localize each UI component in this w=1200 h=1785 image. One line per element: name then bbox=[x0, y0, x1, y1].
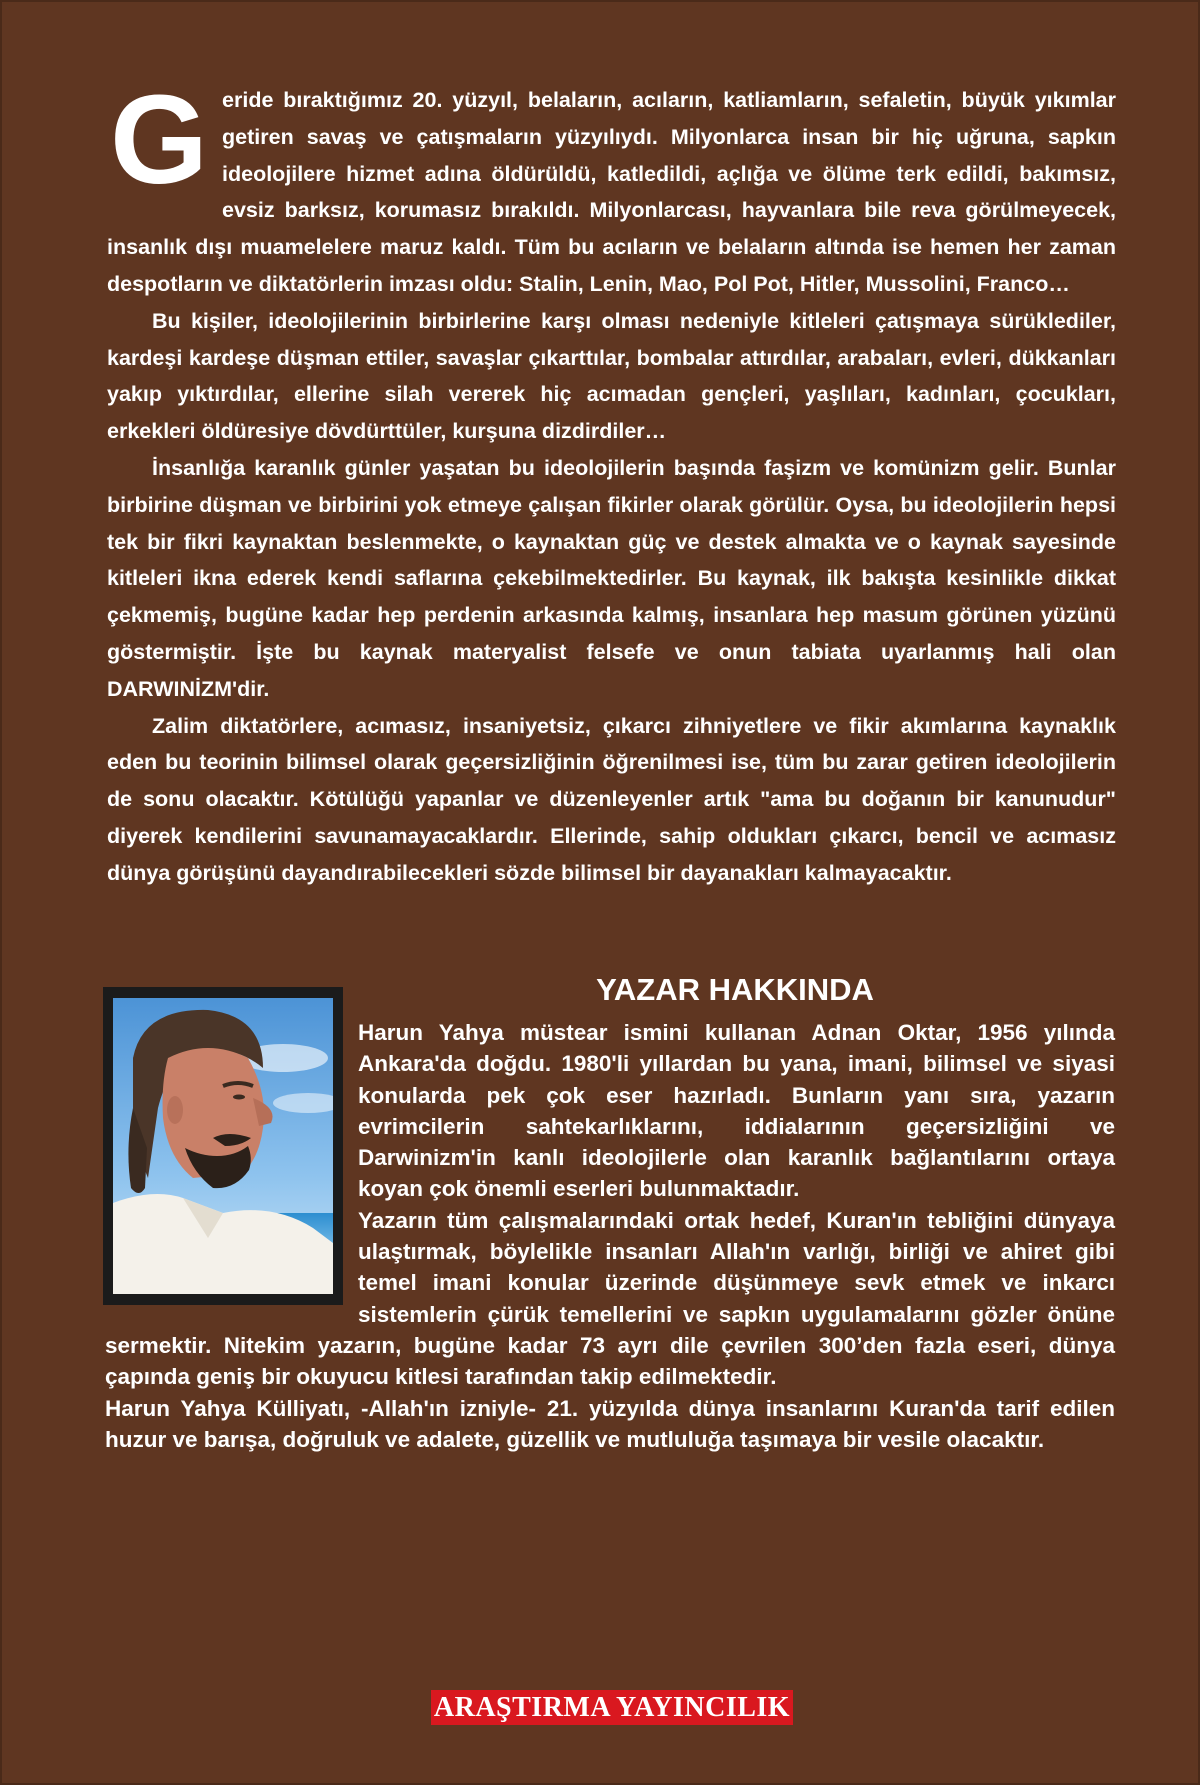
drop-cap: G bbox=[110, 69, 209, 210]
about-paragraph-1: Harun Yahya müstear ismini kullanan Adnan Oktar, 1956 yılında Ankara'da doğdu. 1980'li yıllardan bu yana, imani, bilimsel ve siyasi konularda pek çok eser hazırladı. Bunların yanı sıra, yazarın evrimcilerin sahtekarlıklarını, iddialarının geçersizliğini ve Darwinizm'in kanlı ideolojilerle olan karanlık bağlantılarını ortaya koyan çok önemli eserleri bulunmaktadır. bbox=[358, 1020, 1115, 1202]
about-author-title: YAZAR HAKKINDA bbox=[596, 972, 874, 1007]
photo-spacer bbox=[105, 1017, 358, 1311]
intro-paragraph-4: Zalim diktatörlere, acımasız, insaniyetsiz, çıkarcı zihniyetlere ve fikir akımlarına kaynaklık eden bu teorinin bilimsel olarak geçersizliğinin öğrenilmesi ise, tüm bu zarar getiren ideolojilerin de sonu olacaktır. Kötülüğü yapanlar ve düzenleyenler artık "ama bu doğanın bir kanunudur" diyerek kendilerini savunamayacaklardır. Ellerinde, sahip oldukları çıkarcı, bencil ve acımasız dünya görüşünü dayandırabilecekleri sözde bilimsel bir dayanakları kalmayacaktır. bbox=[107, 713, 1116, 885]
about-paragraph-2: Yazarın tüm çalışmalarındaki ortak hedef, Kuran'ın tebliğini dünyaya ulaştırmak, böylelikle insanları Allah'ın varlığı, birliği ve ahiret gibi temel imani konular üzerinde düşünmeye sevk etmek ve inkarcı sistemlerin çürük temellerini ve sapkın uygulamalarını gözler önüne sermektir. Nitekim yazarın, bugüne kadar 73 ayrı dile çevrilen 300’den fazla eseri, dünya çapında geniş bir okuyucu kitlesi tarafından takip edilmektedir. bbox=[105, 1207, 1115, 1390]
publisher-logo: ARAŞTIRMA YAYINCILIK bbox=[431, 1690, 793, 1725]
intro-paragraph-2: Bu kişiler, ideolojilerinin birbirlerine karşı olması nedeniyle kitleleri çatışmaya sürüklediler, kardeşi kardeşe düşman ettiler, savaşlar çıkarttılar, bombalar attırdılar, arabaları, evleri, dükkanları yakıp yıktırdılar, ellerine silah vererek hiç acımadan gençleri, yaşlıları, kadınları, çocukları, erkekleri öldüresiye dövdürttüler, kurşuna dizdirdiler… bbox=[107, 308, 1116, 444]
intro-paragraph-3: İnsanlığa karanlık günler yaşatan bu ideolojilerin başında faşizm ve komünizm gelir. Bunlar birbirine düşman ve birbirini yok etmeye çalışan fikirler olarak görülür. Oysa, bu ideolojilerin hepsi tek bir fikri kaynaktan beslenmekte, o kaynaktan güç ve destek almakta ve o kaynak sayesinde kitleleri ikna ederek kendi saflarına çekebilmektedirler. Bu kaynak, ilk bakışta kesinlikle dikkat çekmemiş, bugüne kadar hep perdenin arkasında kalmış, insanlara hep masum görünen yüzünü göstermiştir. İşte bu kaynak materyalist felsefe ve onun tabiata uyarlanmış hali olan DARWINİZM'dir. bbox=[107, 455, 1116, 701]
intro-text bbox=[107, 69, 1116, 892]
intro-paragraph-1-text: eride bıraktığımız 20. yüzyıl, belaların, acıların, katliamların, sefaletin, büyük yıkımlar getiren savaş ve çatışmaların yüzyılıydı. Milyonlarca insan bir hiç uğruna, sapkın ideolojilere hizmet adına öldürüldü, katledildi, açlığa ve ölüme terk edildi, bakımsız, evsiz barksız, korumasız bırakıldı. Milyonlarcası, hayvanlara bile reva görülmeyecek, insanlık dışı muamelelere maruz kaldı. Tüm bu acıların ve belaların altında ise hemen her zaman despotların ve diktatörlerin imzası oldu: Stalin, Lenin, Mao, Pol Pot, Hitler, Mussolini, Franco… bbox=[107, 88, 1116, 296]
intro-paragraph-1 bbox=[107, 69, 1116, 303]
about-paragraph-3: Harun Yahya Külliyatı, -Allah'ın izniyle- 21. yüzyılda dünya insanlarını Kuran'da tarif edilen huzur ve barışa, doğruluk ve adalete, güzellik ve mutluluğa taşımaya bir vesile olacaktır. bbox=[105, 1395, 1115, 1452]
about-author-text bbox=[105, 1017, 1115, 1455]
